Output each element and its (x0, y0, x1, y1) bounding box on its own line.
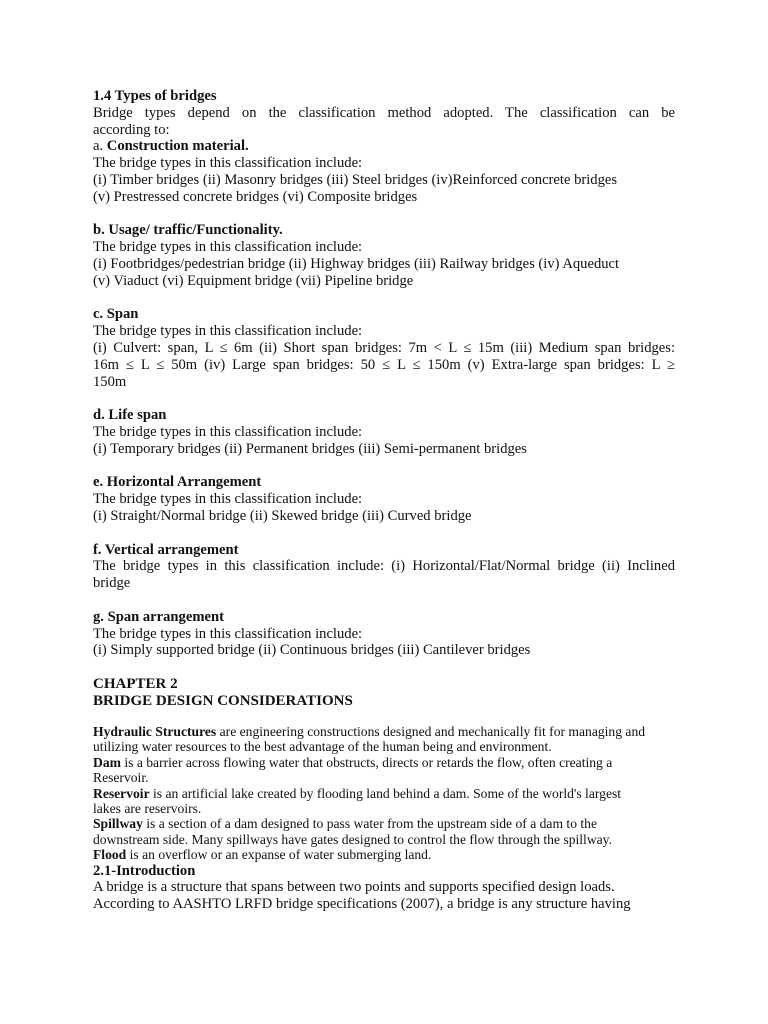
paragraph-line: (v) Prestressed concrete bridges (vi) Composite bridges (93, 188, 418, 205)
paragraph-line: (i) Temporary bridges (ii) Permanent bridges (iii) Semi-permanent bridges (93, 440, 527, 457)
paragraph-line: The bridge types in this classification include: (i) Horizontal/Flat/Normal bridge (ii) Inclined (93, 558, 675, 575)
paragraph-line: downstream side. Many spillways have gates designed to control the flow through the spillway. (93, 831, 612, 847)
paragraph-line: 16m ≤ L ≤ 50m (iv) Large span bridges: 50 ≤ L ≤ 150m (v) Extra-large span bridges: L ≥ (93, 356, 675, 373)
paragraph-line: The bridge types in this classification include: (93, 155, 363, 172)
definition-reservoir: Reservoir is an artificial lake created by flooding land behind a dam. Some of the world's largest (93, 785, 622, 801)
section-title: 2.1-Introduction (93, 862, 196, 879)
chapter-title: BRIDGE DESIGN CONSIDERATIONS (93, 692, 353, 709)
paragraph-line: The bridge types in this classification include: (93, 491, 363, 508)
paragraph-line: lakes are reservoirs. (93, 800, 202, 816)
paragraph-line: (i) Footbridges/pedestrian bridge (ii) Highway bridges (iii) Railway bridges (iv) Aqueduct (93, 255, 620, 272)
section-title: 1.4 Types of bridges (93, 88, 217, 104)
subheading-d: d. Life span (93, 407, 167, 424)
paragraph-line: A bridge is a structure that spans between two points and supports specified design loads. (93, 879, 615, 896)
subheading-g: g. Span arrangement (93, 608, 224, 625)
paragraph-line: utilizing water resources to the best advantage of the human being and environment. (93, 739, 552, 755)
paragraph-line: (i) Timber bridges (ii) Masonry bridges (iii) Steel bridges (iv)Reinforced concrete bridges (93, 171, 618, 188)
paragraph-line: (v) Viaduct (vi) Equipment bridge (vii) Pipeline bridge (93, 272, 414, 289)
paragraph-line: The bridge types in this classification include: (93, 423, 363, 440)
paragraph-line: 150m (93, 373, 127, 390)
paragraph-line: (i) Culvert: span, L ≤ 6m (ii) Short span bridges: 7m < L ≤ 15m (iii) Medium span bridges: (93, 339, 675, 356)
subheading-f: f. Vertical arrangement (93, 541, 239, 558)
paragraph-line: Reservoir. (93, 770, 149, 786)
definition-hydraulic: Hydraulic Structures are engineering constructions designed and mechanically fit for managing and (93, 723, 646, 739)
definition-dam: Dam is a barrier across flowing water that obstructs, directs or retards the flow, often creating a (93, 754, 613, 770)
subheading-c: c. Span (93, 306, 139, 323)
definition-flood: Flood is an overflow or an expanse of water submerging land. (93, 847, 432, 863)
paragraph-line: (i) Straight/Normal bridge (ii) Skewed bridge (iii) Curved bridge (93, 507, 472, 524)
paragraph-line: (i) Simply supported bridge (ii) Continuous bridges (iii) Cantilever bridges (93, 642, 531, 659)
subheading-e: e. Horizontal Arrangement (93, 474, 262, 491)
subheading-a: a. Construction material. (93, 138, 249, 155)
paragraph-line: according to: (93, 121, 170, 138)
subheading-b: b. Usage/ traffic/Functionality. (93, 222, 283, 239)
paragraph-line: The bridge types in this classification include: (93, 625, 363, 642)
paragraph-line: The bridge types in this classification include: (93, 323, 363, 340)
paragraph-line: The bridge types in this classification include: (93, 239, 363, 256)
chapter-label: CHAPTER 2 (93, 675, 178, 692)
document-page (93, 88, 675, 913)
paragraph-line: According to AASHTO LRFD bridge specifications (2007), a bridge is any structure having (93, 896, 631, 913)
paragraph-line: bridge (93, 575, 131, 592)
paragraph-line: Bridge types depend on the classification method adopted. The classification can be (93, 104, 675, 121)
definition-spillway: Spillway is a section of a dam designed to pass water from the upstream side of a dam to the (93, 816, 598, 832)
